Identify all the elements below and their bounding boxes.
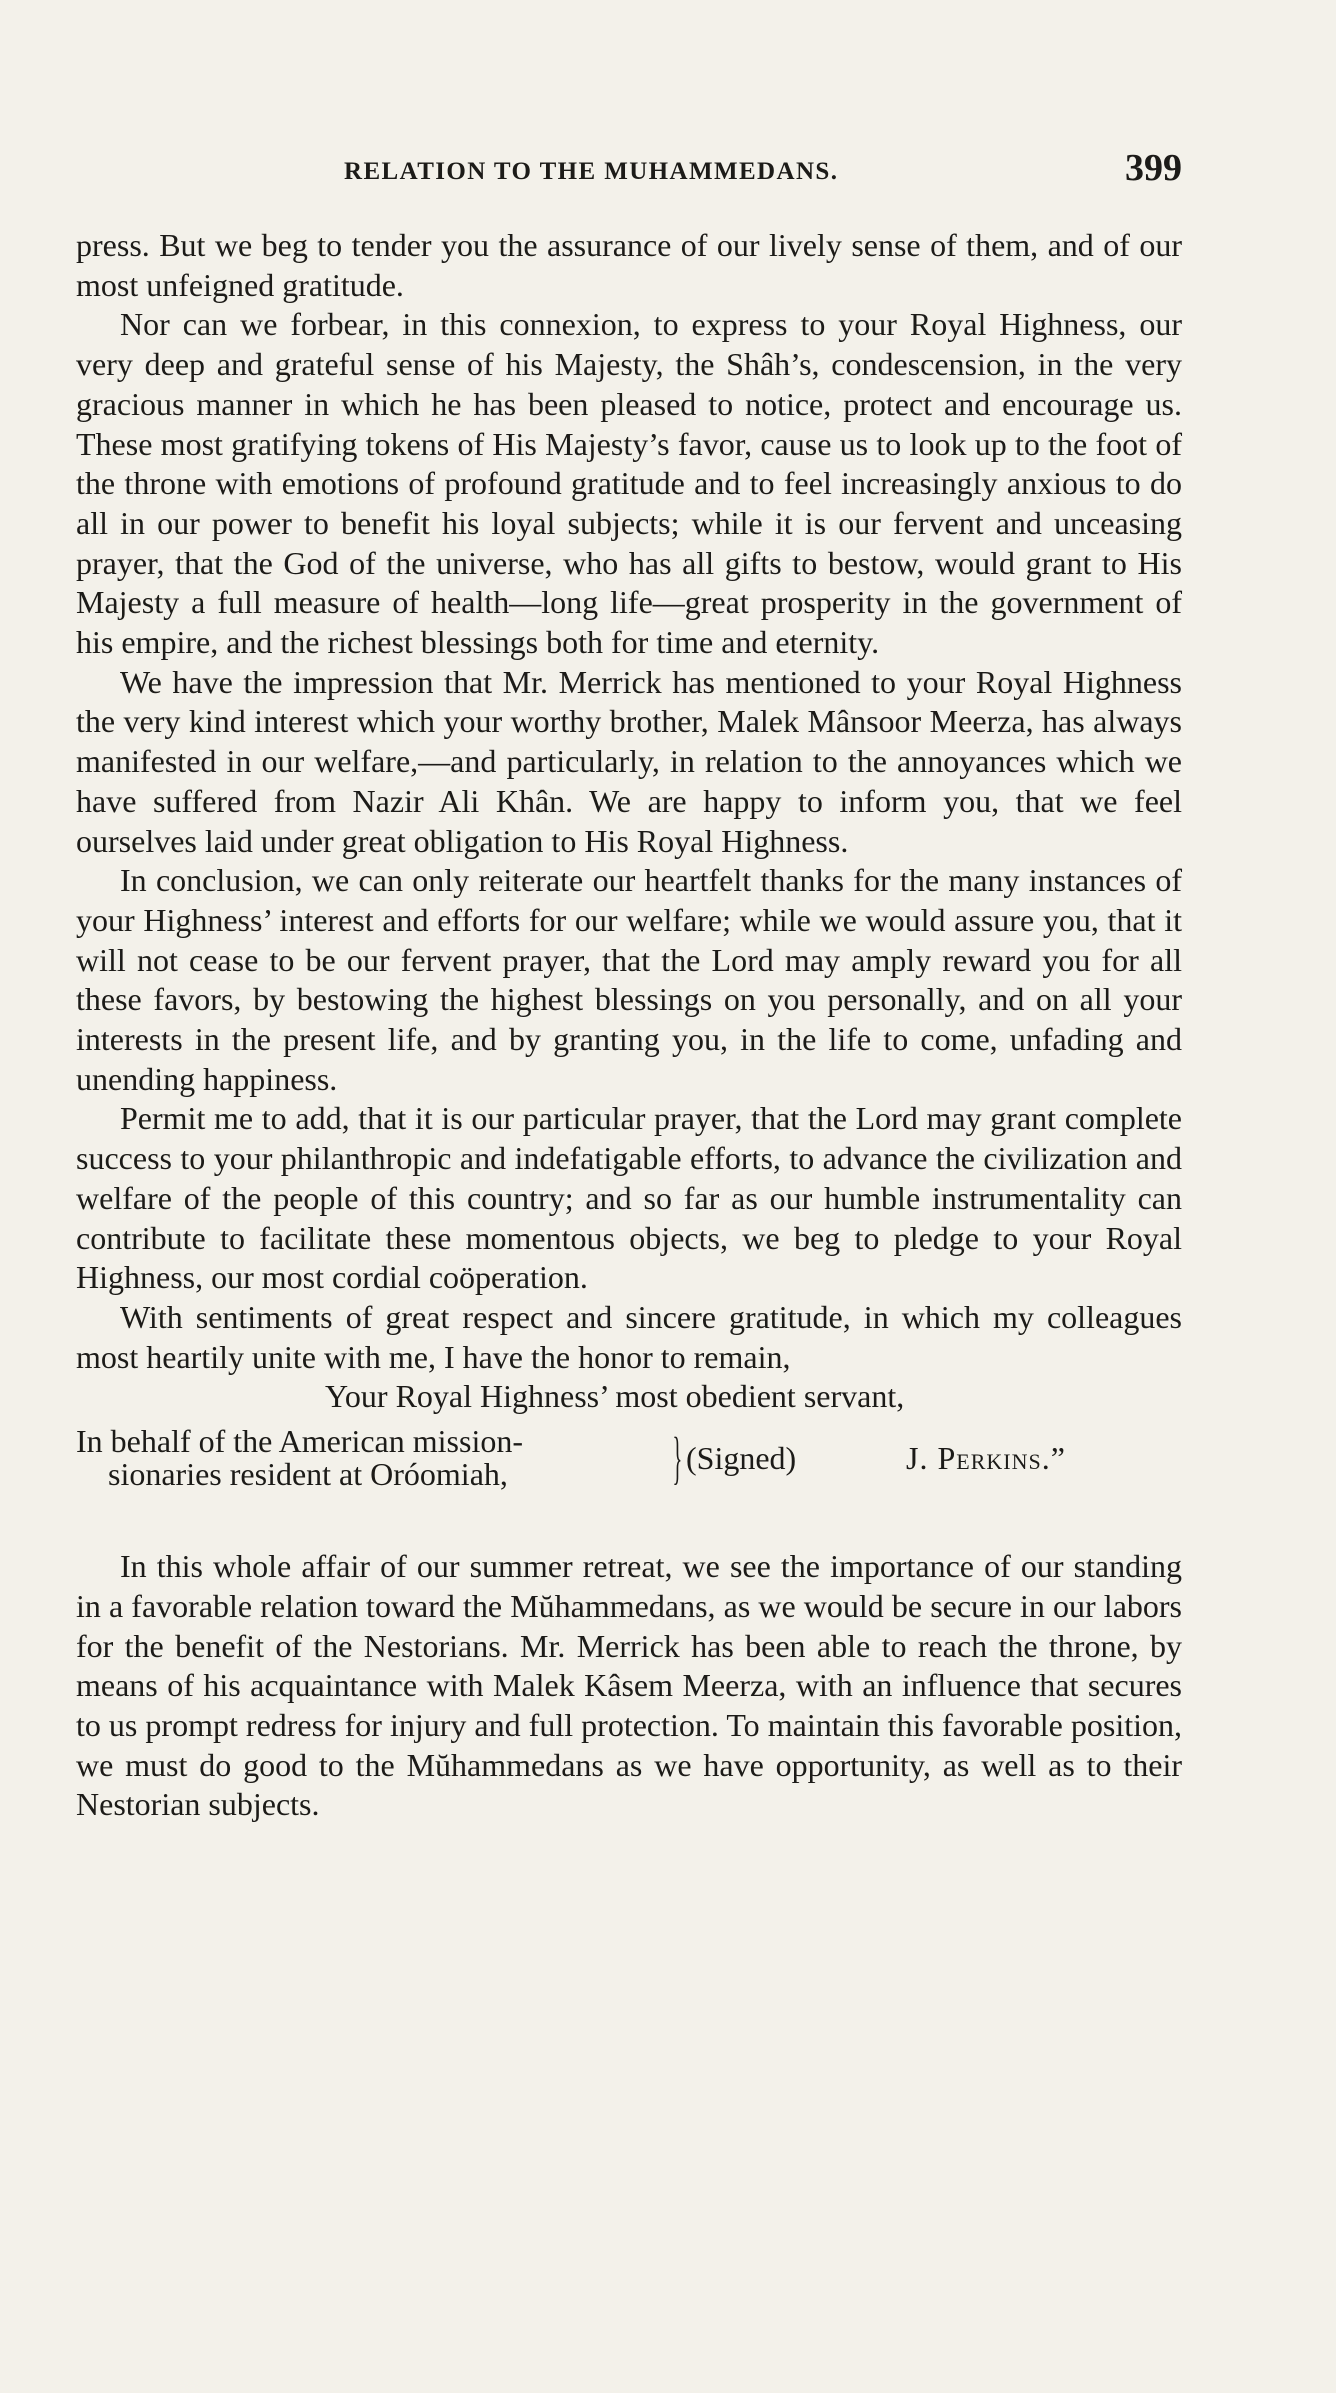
signer-name: J. Perkins.”: [906, 1439, 1066, 1476]
running-head: RELATION TO THE MUHAMMEDANS.: [344, 158, 839, 185]
page-number: 399: [1125, 147, 1182, 189]
signed-label: (Signed): [686, 1439, 797, 1476]
body-text: [76, 226, 1182, 1825]
paragraph: Permit me to add, that it is our particular prayer, that the Lord may grant complete success to your philanthropic and indefatigable efforts, to advance the civilization and welfare of the people of this country; and so far as our humble instrumentality can contribute to facilitate these momentous objects, we beg to pledge to your Royal Highness, our most cordial coöperation.: [76, 1100, 1182, 1296]
closing-line: Your Royal Highness’ most obedient servant,: [325, 1378, 905, 1415]
brace-mark: }: [672, 1425, 683, 1491]
page-header: [74, 146, 1182, 194]
paragraph: press. But we beg to tender you the assurance of our lively sense of them, and of our most unfeigned gratitude.: [76, 227, 1182, 303]
behalf-line: sionaries resident at Oróomiah,: [108, 1456, 508, 1493]
paragraph: We have the impression that Mr. Merrick has mentioned to your Royal Highness the very kind interest which your worthy brother, Malek Mânsoor Meerza, has always manifested in our welfare,—and particularly, in relation to the annoyances which we have suffered from Nazir Ali Khân. We are happy to inform you, that we feel ourselves laid under great obligation to His Royal Highness.: [76, 663, 1182, 859]
behalf-line: In behalf of the American mission-: [76, 1423, 523, 1460]
paragraph: In this whole affair of our summer retreat, we see the importance of our standing in a favorable relation toward the Mŭhammedans, as we would be secure in our labors for the benefit of the Nestorians. Mr. Merrick has been able to reach the throne, by means of his acquaintance with Malek Kâsem Meerza, with an influence that secures to us prompt redress for injury and full protection. To maintain this favorable position, we must do good to the Mŭhammedans as we have opportunity, as well as to their Nestorian subjects.: [76, 1548, 1182, 1823]
paragraph: Nor can we forbear, in this connexion, to express to your Royal Highness, our very deep and grateful sense of his Majesty, the Shâh’s, condescension, in the very gracious manner in which he has been pleased to notice, protect and encourage us. These most gratifying tokens of His Majesty’s favor, cause us to look up to the foot of the throne with emotions of profound gratitude and to feel increasingly anxious to do all in our power to benefit his loyal subjects; while it is our fervent and unceasing prayer, that the God of the universe, who has all gifts to bestow, would grant to His Majesty a full measure of health—long life—great prosperity in the government of his empire, and the richest blessings both for time and eternity.: [76, 306, 1182, 661]
paragraph: With sentiments of great respect and sincere gratitude, in which my colleagues most heartily unite with me, I have the honor to remain,: [76, 1298, 1182, 1375]
paragraph: In conclusion, we can only reiterate our heartfelt thanks for the many instances of your Highness’ interest and efforts for our welfare; while we would assure you, that it will not cease to be our fervent prayer, that the Lord may amply reward you for all these favors, by bestowing the highest blessings on you personally, and on all your interests in the present life, and by granting you, in the life to come, unfading and unending happiness.: [76, 862, 1182, 1097]
behalf-statement: [76, 1425, 666, 1491]
signature-block: [76, 1425, 1182, 1491]
